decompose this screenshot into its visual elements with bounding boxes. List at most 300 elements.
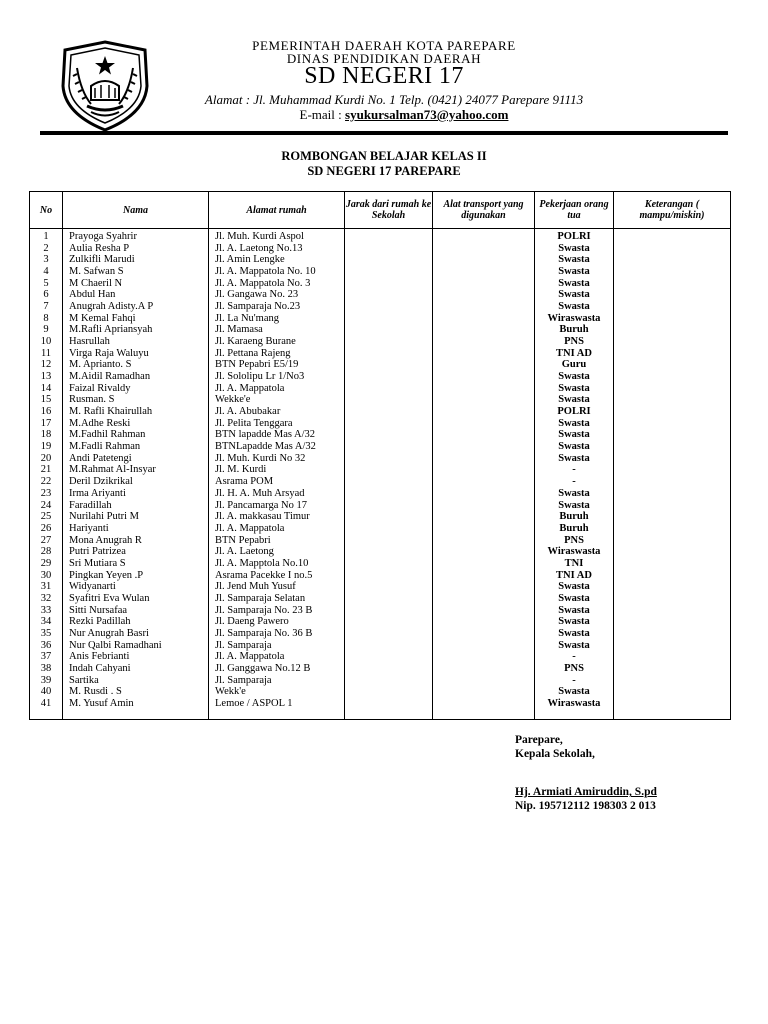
cell-name: M. Safwan S — [63, 266, 209, 278]
cell-address: Jl. Samparaja Selatan — [209, 593, 345, 605]
cell-name: M. Yusuf Amin — [63, 698, 209, 720]
cell-notes — [614, 313, 731, 325]
cell-address: Asrama POM — [209, 476, 345, 488]
cell-distance — [345, 394, 433, 406]
cell-name: M. Aprianto. S — [63, 359, 209, 371]
cell-no: 38 — [30, 663, 63, 675]
cell-notes — [614, 534, 731, 546]
cell-job: - — [535, 675, 614, 687]
cell-transport — [433, 686, 535, 698]
cell-no: 12 — [30, 359, 63, 371]
cell-job: Swasta — [535, 616, 614, 628]
cell-distance — [345, 686, 433, 698]
cell-job: Swasta — [535, 394, 614, 406]
table-row — [30, 651, 731, 663]
table-row — [30, 359, 731, 371]
cell-job: Swasta — [535, 301, 614, 313]
cell-distance — [345, 534, 433, 546]
cell-job: Swasta — [535, 593, 614, 605]
cell-no: 17 — [30, 418, 63, 430]
title-line-2: SD NEGERI 17 PAREPARE — [307, 164, 461, 178]
cell-address: Jl. M. Kurdi — [209, 464, 345, 476]
cell-transport — [433, 278, 535, 290]
table-row — [30, 546, 731, 558]
cell-address: Jl. A. Mappatola — [209, 523, 345, 535]
cell-distance — [345, 313, 433, 325]
cell-distance — [345, 441, 433, 453]
cell-name: Widyanarti — [63, 581, 209, 593]
cell-job: Buruh — [535, 523, 614, 535]
cell-notes — [614, 383, 731, 395]
cell-name: Irma Ariyanti — [63, 488, 209, 500]
table-row — [30, 254, 731, 266]
cell-name: Sartika — [63, 675, 209, 687]
cell-notes — [614, 266, 731, 278]
cell-notes — [614, 675, 731, 687]
cell-no: 34 — [30, 616, 63, 628]
cell-notes — [614, 546, 731, 558]
cell-notes — [614, 348, 731, 360]
table-row — [30, 278, 731, 290]
cell-distance — [345, 429, 433, 441]
cell-transport — [433, 616, 535, 628]
cell-notes — [614, 254, 731, 266]
header-address: Alamat rumah — [209, 192, 345, 229]
table-row — [30, 628, 731, 640]
cell-transport — [433, 324, 535, 336]
cell-address: Jl. Pettana Rajeng — [209, 348, 345, 360]
cell-address: BTNLapadde Mas A/32 — [209, 441, 345, 453]
cell-job: Swasta — [535, 453, 614, 465]
cell-notes — [614, 406, 731, 418]
cell-address: Jl. Samparaja — [209, 640, 345, 652]
cell-notes — [614, 418, 731, 430]
cell-transport — [433, 429, 535, 441]
cell-transport — [433, 546, 535, 558]
cell-address: Jl. A. makkasau Timur — [209, 511, 345, 523]
cell-no: 16 — [30, 406, 63, 418]
cell-transport — [433, 418, 535, 430]
cell-address: Jl. Daeng Pawero — [209, 616, 345, 628]
cell-distance — [345, 640, 433, 652]
cell-name: Rezki Padillah — [63, 616, 209, 628]
cell-address: Lemoe / ASPOL 1 — [209, 698, 345, 720]
cell-name: Andi Patetengi — [63, 453, 209, 465]
cell-name: Abdul Han — [63, 289, 209, 301]
table-row — [30, 229, 731, 243]
cell-transport — [433, 534, 535, 546]
cell-notes — [614, 616, 731, 628]
cell-no: 35 — [30, 628, 63, 640]
cell-job: Swasta — [535, 499, 614, 511]
table-row — [30, 523, 731, 535]
cell-no: 21 — [30, 464, 63, 476]
table-row — [30, 441, 731, 453]
cell-notes — [614, 289, 731, 301]
cell-address: Jl. Ganggawa No.12 B — [209, 663, 345, 675]
cell-transport — [433, 266, 535, 278]
cell-job: Wiraswasta — [535, 546, 614, 558]
cell-distance — [345, 406, 433, 418]
cell-notes — [614, 558, 731, 570]
cell-name: M.Rafli Apriansyah — [63, 324, 209, 336]
cell-address: Jl. La Nu'mang — [209, 313, 345, 325]
cell-job: Swasta — [535, 686, 614, 698]
cell-address: BTN lapadde Mas A/32 — [209, 429, 345, 441]
table-row — [30, 663, 731, 675]
cell-no: 6 — [30, 289, 63, 301]
table-row — [30, 243, 731, 255]
cell-no: 3 — [30, 254, 63, 266]
signature-nip: Nip. 195712112 198303 2 013 — [515, 800, 656, 812]
cell-notes — [614, 464, 731, 476]
cell-notes — [614, 394, 731, 406]
cell-notes — [614, 581, 731, 593]
cell-distance — [345, 371, 433, 383]
table-row — [30, 453, 731, 465]
cell-transport — [433, 663, 535, 675]
cell-notes — [614, 499, 731, 511]
school-address: Alamat : Jl. Muhammad Kurdi No. 1 Telp. (0421) 24077 Parepare 91113 — [204, 92, 584, 107]
table-row — [30, 488, 731, 500]
table-row — [30, 499, 731, 511]
cell-notes — [614, 686, 731, 698]
cell-no: 39 — [30, 675, 63, 687]
title-line-1: ROMBONGAN BELAJAR KELAS II — [281, 149, 487, 163]
cell-transport — [433, 348, 535, 360]
student-table — [29, 191, 731, 720]
cell-name: M. Rusdi . S — [63, 686, 209, 698]
cell-job: TNI AD — [535, 570, 614, 582]
cell-address: BTN Pepabri E5/19 — [209, 359, 345, 371]
cell-transport — [433, 488, 535, 500]
cell-no: 14 — [30, 383, 63, 395]
cell-address: Asrama Pacekke I no.5 — [209, 570, 345, 582]
cell-distance — [345, 488, 433, 500]
cell-no: 22 — [30, 476, 63, 488]
cell-transport — [433, 371, 535, 383]
table-row — [30, 313, 731, 325]
cell-transport — [433, 593, 535, 605]
cell-name: Prayoga Syahrir — [63, 229, 209, 243]
cell-transport — [433, 453, 535, 465]
cell-address: Jl. Samparaja No. 36 B — [209, 628, 345, 640]
cell-name: M Chaeril N — [63, 278, 209, 290]
cell-job: Swasta — [535, 254, 614, 266]
cell-job: PNS — [535, 534, 614, 546]
cell-address: Wekke'e — [209, 394, 345, 406]
cell-job: POLRI — [535, 229, 614, 243]
table-row — [30, 558, 731, 570]
cell-address: Jl. Sololipu Lr 1/No3 — [209, 371, 345, 383]
cell-address: Jl. Gangawa No. 23 — [209, 289, 345, 301]
cell-notes — [614, 651, 731, 663]
cell-transport — [433, 476, 535, 488]
cell-job: Guru — [535, 359, 614, 371]
signature-name: Hj. Armiati Amiruddin, S.pd — [515, 786, 657, 798]
cell-no: 13 — [30, 371, 63, 383]
cell-no: 32 — [30, 593, 63, 605]
cell-no: 15 — [30, 394, 63, 406]
cell-no: 10 — [30, 336, 63, 348]
cell-transport — [433, 383, 535, 395]
cell-no: 24 — [30, 499, 63, 511]
cell-distance — [345, 266, 433, 278]
cell-distance — [345, 359, 433, 371]
cell-name: Indah Cahyani — [63, 663, 209, 675]
cell-no: 19 — [30, 441, 63, 453]
cell-address: Wekk'e — [209, 686, 345, 698]
cell-job: POLRI — [535, 406, 614, 418]
cell-address: Jl. A. Laetong — [209, 546, 345, 558]
cell-job: Swasta — [535, 266, 614, 278]
cell-notes — [614, 229, 731, 243]
cell-address: Jl. A. Mappatola — [209, 651, 345, 663]
cell-transport — [433, 698, 535, 720]
cell-distance — [345, 476, 433, 488]
cell-transport — [433, 640, 535, 652]
cell-no: 26 — [30, 523, 63, 535]
cell-job: Swasta — [535, 278, 614, 290]
cell-address: Jl. Muh. Kurdi No 32 — [209, 453, 345, 465]
cell-transport — [433, 464, 535, 476]
cell-distance — [345, 605, 433, 617]
cell-notes — [614, 359, 731, 371]
cell-transport — [433, 523, 535, 535]
cell-job: PNS — [535, 663, 614, 675]
cell-transport — [433, 313, 535, 325]
cell-notes — [614, 488, 731, 500]
cell-notes — [614, 605, 731, 617]
table-row — [30, 371, 731, 383]
cell-job: Swasta — [535, 289, 614, 301]
cell-name: Nur Anugrah Basri — [63, 628, 209, 640]
cell-name: M Kemal Fahqi — [63, 313, 209, 325]
table-row — [30, 336, 731, 348]
cell-distance — [345, 499, 433, 511]
email-address[interactable]: syukursalman73@yahoo.com — [345, 107, 509, 122]
table-row — [30, 324, 731, 336]
cell-job: TNI — [535, 558, 614, 570]
cell-transport — [433, 394, 535, 406]
cell-name: M.Rahmat Al-Insyar — [63, 464, 209, 476]
cell-no: 20 — [30, 453, 63, 465]
signature-place: Parepare, — [515, 734, 563, 746]
table-row — [30, 464, 731, 476]
table-row — [30, 476, 731, 488]
table-header-row — [30, 192, 731, 229]
cell-no: 18 — [30, 429, 63, 441]
cell-distance — [345, 593, 433, 605]
cell-no: 28 — [30, 546, 63, 558]
cell-transport — [433, 301, 535, 313]
cell-no: 36 — [30, 640, 63, 652]
cell-notes — [614, 570, 731, 582]
cell-distance — [345, 511, 433, 523]
cell-name: Putri Patrizea — [63, 546, 209, 558]
cell-distance — [345, 698, 433, 720]
table-row — [30, 570, 731, 582]
document-title — [0, 149, 768, 179]
cell-no: 41 — [30, 698, 63, 720]
cell-no: 4 — [30, 266, 63, 278]
cell-name: Nur Qalbi Ramadhani — [63, 640, 209, 652]
cell-address: Jl. A. Mappatola — [209, 383, 345, 395]
table-row — [30, 605, 731, 617]
cell-distance — [345, 453, 433, 465]
cell-notes — [614, 324, 731, 336]
cell-job: Wiraswasta — [535, 698, 614, 720]
table-row — [30, 698, 731, 720]
cell-address: Jl. Samparaja No.23 — [209, 301, 345, 313]
cell-transport — [433, 254, 535, 266]
cell-notes — [614, 663, 731, 675]
cell-notes — [614, 453, 731, 465]
cell-job: Swasta — [535, 581, 614, 593]
cell-job: - — [535, 651, 614, 663]
cell-name: Hasrullah — [63, 336, 209, 348]
cell-notes — [614, 523, 731, 535]
cell-no: 31 — [30, 581, 63, 593]
cell-name: M.Aidil Ramadhan — [63, 371, 209, 383]
cell-address: Jl. A. Mappatola No. 10 — [209, 266, 345, 278]
cell-distance — [345, 229, 433, 243]
cell-no: 2 — [30, 243, 63, 255]
cell-name: Sitti Nursafaa — [63, 605, 209, 617]
cell-address: Jl. Muh. Kurdi Aspol — [209, 229, 345, 243]
cell-distance — [345, 418, 433, 430]
cell-transport — [433, 336, 535, 348]
letterhead-divider — [40, 131, 728, 135]
table-row — [30, 289, 731, 301]
cell-no: 5 — [30, 278, 63, 290]
cell-notes — [614, 336, 731, 348]
cell-no: 27 — [30, 534, 63, 546]
table-row — [30, 383, 731, 395]
table-row — [30, 640, 731, 652]
table-row — [30, 593, 731, 605]
cell-job: Swasta — [535, 640, 614, 652]
cell-distance — [345, 301, 433, 313]
cell-distance — [345, 243, 433, 255]
cell-name: Nurilahi Putri M — [63, 511, 209, 523]
signature-role: Kepala Sekolah, — [515, 748, 595, 760]
cell-job: Swasta — [535, 243, 614, 255]
table-body — [30, 229, 731, 720]
table-row — [30, 348, 731, 360]
table-row — [30, 394, 731, 406]
cell-name: M.Adhe Reski — [63, 418, 209, 430]
cell-distance — [345, 324, 433, 336]
cell-address: Jl. A. Mappatola No. 3 — [209, 278, 345, 290]
cell-name: Faizal Rivaldy — [63, 383, 209, 395]
cell-name: Deril Dzikrikal — [63, 476, 209, 488]
cell-distance — [345, 581, 433, 593]
table-row — [30, 429, 731, 441]
cell-no: 40 — [30, 686, 63, 698]
cell-no: 7 — [30, 301, 63, 313]
cell-job: Swasta — [535, 441, 614, 453]
letterhead — [0, 0, 768, 140]
cell-no: 37 — [30, 651, 63, 663]
government-name: PEMERINTAH DAERAH KOTA PAREPARE — [252, 38, 516, 53]
cell-name: M.Fadli Rahman — [63, 441, 209, 453]
cell-address: BTN Pepabri — [209, 534, 345, 546]
cell-notes — [614, 640, 731, 652]
cell-transport — [433, 499, 535, 511]
cell-distance — [345, 348, 433, 360]
cell-distance — [345, 663, 433, 675]
cell-address: Jl. Jend Muh Yusuf — [209, 581, 345, 593]
table-row — [30, 534, 731, 546]
cell-job: TNI AD — [535, 348, 614, 360]
cell-no: 11 — [30, 348, 63, 360]
cell-job: - — [535, 464, 614, 476]
cell-address: Jl. Amin Lengke — [209, 254, 345, 266]
cell-no: 33 — [30, 605, 63, 617]
cell-notes — [614, 476, 731, 488]
cell-transport — [433, 229, 535, 243]
cell-notes — [614, 628, 731, 640]
cell-notes — [614, 429, 731, 441]
table-row — [30, 418, 731, 430]
cell-name: M.Fadhil Rahman — [63, 429, 209, 441]
header-notes: Keterangan ( mampu/miskin) — [614, 192, 731, 229]
cell-name: Anugrah Adisty.A P — [63, 301, 209, 313]
table-row — [30, 675, 731, 687]
cell-distance — [345, 675, 433, 687]
table-row — [30, 581, 731, 593]
table-row — [30, 686, 731, 698]
cell-notes — [614, 301, 731, 313]
cell-no: 30 — [30, 570, 63, 582]
school-name: SD NEGERI 17 — [304, 63, 464, 89]
header-name: Nama — [63, 192, 209, 229]
department-name: DINAS PENDIDIKAN DAERAH — [286, 51, 482, 66]
cell-name: Syafitri Eva Wulan — [63, 593, 209, 605]
cell-transport — [433, 558, 535, 570]
cell-transport — [433, 511, 535, 523]
cell-distance — [345, 278, 433, 290]
cell-job: Swasta — [535, 605, 614, 617]
cell-address: Jl. A. Abubakar — [209, 406, 345, 418]
cell-transport — [433, 570, 535, 582]
cell-name: Faradillah — [63, 499, 209, 511]
cell-distance — [345, 289, 433, 301]
cell-distance — [345, 546, 433, 558]
cell-no: 1 — [30, 229, 63, 243]
cell-address: Jl. Pancamarga No 17 — [209, 499, 345, 511]
signature-block — [515, 733, 657, 813]
cell-notes — [614, 243, 731, 255]
cell-distance — [345, 616, 433, 628]
cell-distance — [345, 523, 433, 535]
table-row — [30, 301, 731, 313]
header-distance: Jarak dari rumah ke Sekolah — [345, 192, 433, 229]
cell-transport — [433, 605, 535, 617]
cell-address: Jl. Samparaja No. 23 B — [209, 605, 345, 617]
cell-notes — [614, 698, 731, 720]
cell-job: Swasta — [535, 418, 614, 430]
cell-notes — [614, 278, 731, 290]
cell-no: 9 — [30, 324, 63, 336]
cell-job: Swasta — [535, 429, 614, 441]
cell-no: 29 — [30, 558, 63, 570]
cell-address: Jl. Pelita Tenggara — [209, 418, 345, 430]
cell-transport — [433, 441, 535, 453]
cell-notes — [614, 593, 731, 605]
cell-no: 23 — [30, 488, 63, 500]
